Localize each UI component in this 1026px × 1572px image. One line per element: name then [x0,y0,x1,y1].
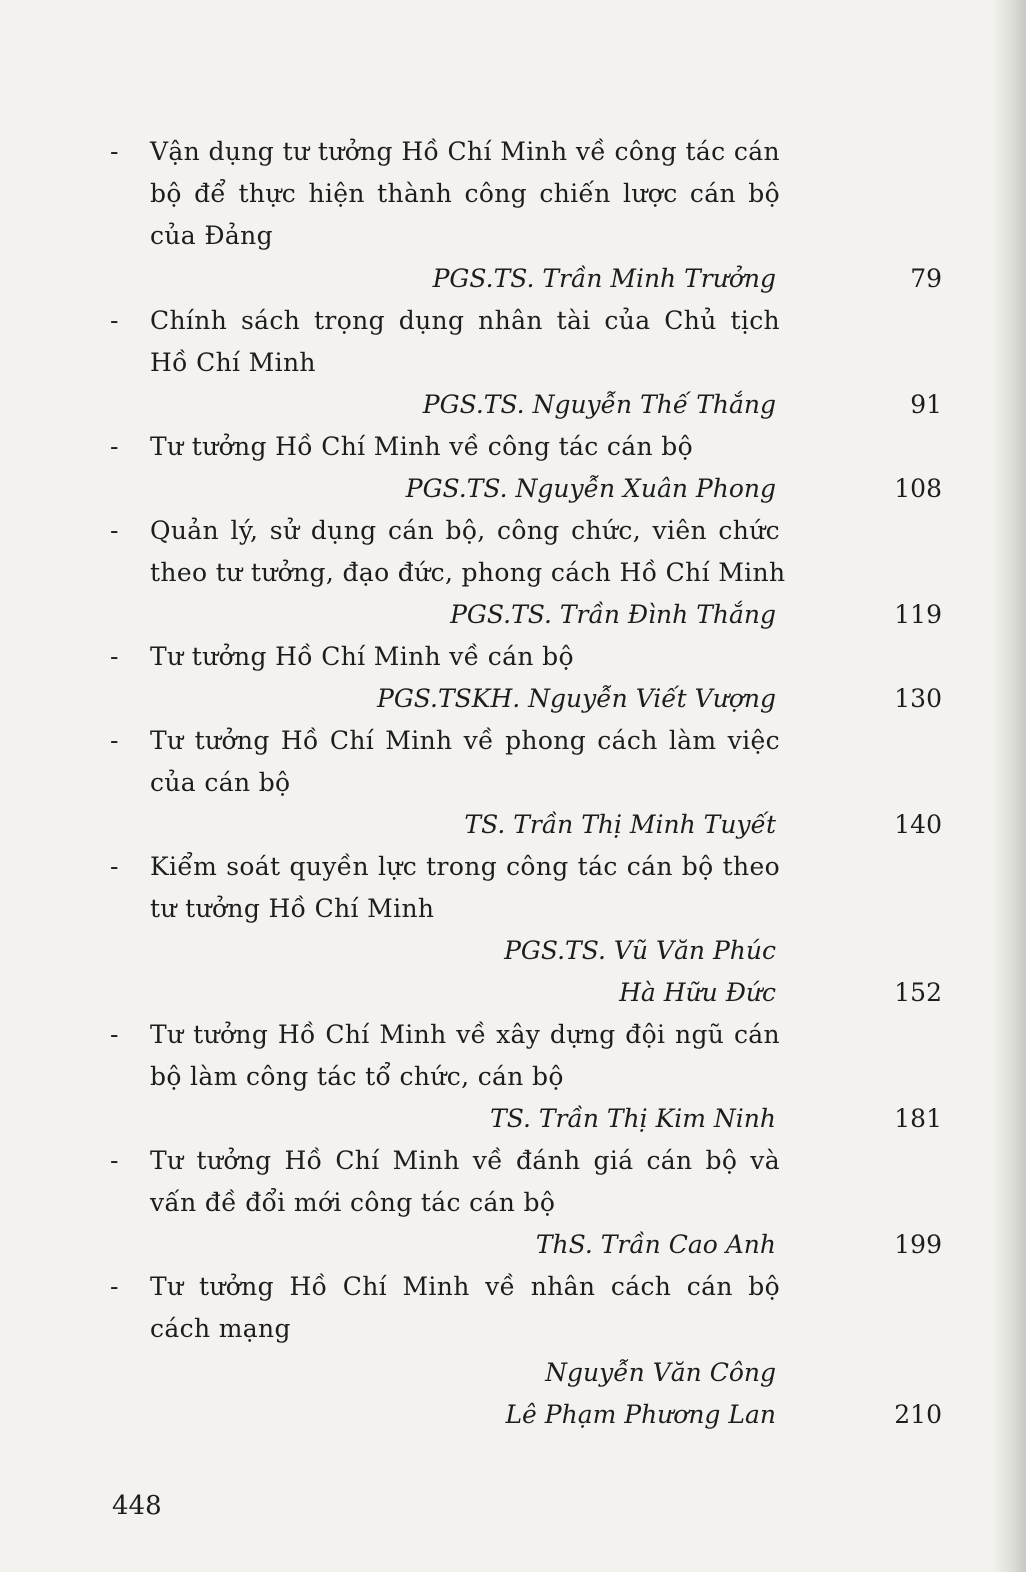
entry-page-number: 140 [894,810,942,839]
entry-author: Hà Hữu Đức [619,978,776,1007]
entry-author: PGS.TSKH. Nguyễn Viết Vượng [377,684,776,713]
page-edge-shadow [992,0,1026,1572]
entry-title-line: cách mạng [150,1314,291,1343]
entry-title-line: vấn đề đổi mới công tác cán bộ [150,1188,556,1217]
entry-title-line: Kiểm soát quyền lực trong công tác cán bộ theo [150,852,780,881]
entry-title-line: Tư tưởng Hồ Chí Minh về phong cách làm việc [150,726,780,755]
entry-title-line: Tư tưởng Hồ Chí Minh về cán bộ [150,642,574,671]
entry-author: PGS.TS. Trần Đình Thắng [450,600,776,629]
bullet-dash: - [110,1272,119,1301]
entry-title-line: Tư tưởng Hồ Chí Minh về nhân cách cán bộ [150,1272,780,1301]
entry-title-line: của cán bộ [150,768,291,797]
bullet-dash: - [110,1020,119,1049]
entry-page-number: 79 [910,264,942,293]
entry-title-line: bộ để thực hiện thành công chiến lược cán bộ [150,179,780,208]
entry-author: TS. Trần Thị Kim Ninh [490,1104,776,1133]
entry-page-number: 210 [894,1400,942,1429]
entry-author: PGS.TS. Nguyễn Xuân Phong [405,474,776,503]
entry-author: PGS.TS. Vũ Văn Phúc [504,936,776,965]
entry-page-number: 119 [894,600,942,629]
entry-author: Lê Phạm Phương Lan [505,1400,776,1429]
bullet-dash: - [110,726,119,755]
page-number: 448 [112,1491,162,1521]
entry-page-number: 108 [894,474,942,503]
entry-title-line: của Đảng [150,221,273,250]
entry-title-line: Tư tưởng Hồ Chí Minh về xây dựng đội ngũ cán [150,1020,780,1049]
bullet-dash: - [110,432,119,461]
entry-title-line: Chính sách trọng dụng nhân tài của Chủ tịch [150,306,780,335]
entry-author: ThS. Trần Cao Anh [535,1230,776,1259]
bullet-dash: - [110,137,119,166]
bullet-dash: - [110,516,119,545]
entry-title-line: bộ làm công tác tổ chức, cán bộ [150,1062,564,1091]
entry-title-line: Tư tưởng Hồ Chí Minh về công tác cán bộ [150,432,694,461]
entry-page-number: 91 [910,390,942,419]
entry-author: TS. Trần Thị Minh Tuyết [464,810,776,839]
entry-author: PGS.TS. Trần Minh Trưởng [432,264,776,293]
bullet-dash: - [110,1146,119,1175]
entry-page-number: 130 [894,684,942,713]
entry-title-line: Quản lý, sử dụng cán bộ, công chức, viên chức [150,516,780,545]
entry-title-line: theo tư tưởng, đạo đức, phong cách Hồ Chí Minh [150,558,786,587]
entry-page-number: 181 [894,1104,942,1133]
entry-title-line: Tư tưởng Hồ Chí Minh về đánh giá cán bộ và [150,1146,780,1175]
bullet-dash: - [110,642,119,671]
entry-author: Nguyễn Văn Công [545,1358,776,1387]
entry-title-line: Vận dụng tư tưởng Hồ Chí Minh về công tác cán [150,137,780,166]
entry-page-number: 199 [894,1230,942,1259]
entry-author: PGS.TS. Nguyễn Thế Thắng [422,390,776,419]
bullet-dash: - [110,306,119,335]
entry-title-line: tư tưởng Hồ Chí Minh [150,894,435,923]
bullet-dash: - [110,852,119,881]
entry-title-line: Hồ Chí Minh [150,348,316,377]
entry-page-number: 152 [894,978,942,1007]
